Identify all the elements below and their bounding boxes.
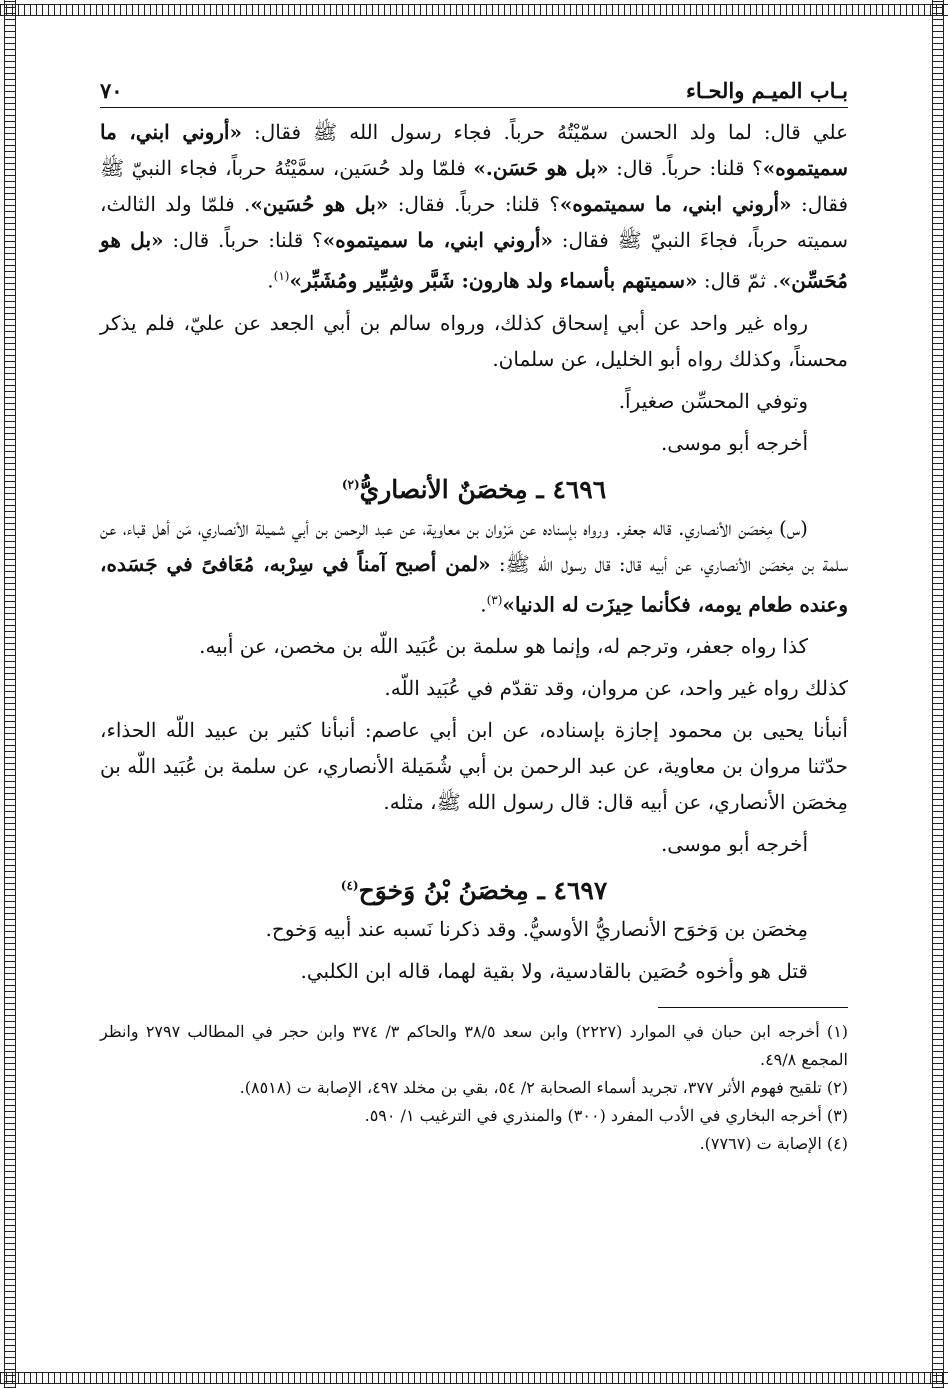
paragraph-1 [100,114,848,299]
paragraph-8: أنبأنا يحيى بن محمود إجازة بإسناده، عن ابن أبي عاصم: أنبأنا كثير بن عبيد اللّه الحذاء، حدّثنا مروان بن معاوية، عن عبد الرحمن بن أبي شُمَيلة الأنصاري، عن سلمة بن عُبَيد اللّه بن مِخصَن الأنصاري، عن أبيه قال: قال رسول الله ﷺ، مثله. [100,718,848,815]
ornamental-border-bottom [0,1372,948,1384]
paragraph-2: رواه غير واحد عن أبي إسحاق كذلك، ورواه سالم بن أبي الجعد عن عليّ، فلم يذكر محسناً، وكذلك رواه أبو الخليل، عن سلمان. [100,310,848,371]
paragraph-6: كذا رواه جعفر، وترجم له، وإنما هو سلمة بن عُبَيد اللّه بن مخصن، عن أبيه. [199,634,808,659]
paragraph-9: أخرجه أبو موسى. [660,832,808,857]
hadith-quote: «بل هو حُسَين» [250,192,389,216]
page-content [100,78,848,1158]
paragraph-4: أخرجه أبو موسى. [660,430,808,455]
hadith-quote: «لمن أصبح آمناً في سِرْبه، مُعَافىً في جَسَده، وعنده طعام يومه، فكأنما حِيزَت له الدنيا» [100,551,848,617]
ornamental-border-left [4,0,16,1388]
footnote-divider [658,1007,848,1008]
hadith-quote: «أروني ابني، ما سميتموه» [322,228,553,252]
hadith-quote: «أروني ابني، ما سميتموه» [100,120,848,180]
text-run: . [267,268,274,293]
text-run: . [480,592,487,617]
hadith-quote: «بل هو مُحَسِّن» [100,228,848,293]
text-run: فلمّا ولد حُسَين، سمَّيْتُهُ حرباً، فجاء النبيّ ﷺ فقال: [100,156,849,216]
text-run: ؟ قلنا: حرباً. قال: [608,156,763,180]
entry-title-text: ٤٦٩٦ ـ مِخصَنٌ الأنصاريُّ [359,474,607,504]
footnote-ref: (١) [273,269,290,283]
entry-title-text: ٤٦٩٧ ـ مِخصَنُ بْنُ وَخوَح [358,876,608,906]
paragraph-11: قتل هو وأخوه حُصَين بالقادسية، ولا بقية لهما، قاله ابن الكلبي. [300,959,808,984]
text-run: ؟ قلنا: حرباً. فقال: [388,192,560,216]
footnote-4: (٤) الإصابة ت (٧٧٦٧). [699,1134,848,1154]
text-run: (س) مِخصَن الأنصاري. قاله جعفر. ورواه بإسناده عن مَرْوان بن معاوية، عن عبد الرحمن بن أبي شميلة الأنصاري، مَن أهل قباء، عن سلمة بن مِخصَن الأنصاري، عن أبيه قال: قال رسول الله ﷺ: [100,515,848,576]
hadith-quote: «سميتهم بأسماء ولد هارون: شَبَّر وشِبِّير ومُشَبِّر» [289,268,698,293]
running-title: بـاب الميـم والحـاء [686,78,848,103]
footnote-3: (٣) أخرجه البخاري في الأدب المفرد (٣٠٠) والمنذري في الترغيب ١/ ٥٩٠. [364,1106,848,1126]
text-run: علي قال: لما ولد الحسن سمّيْتُهُ حرباً. فجاء رسول الله ﷺ فقال: [241,120,849,144]
entry-heading-4697 [100,876,848,905]
footnote-ref: (٤) [340,878,359,893]
footnote-1: (١) أخرجه ابن حبان في الموارد (٢٢٢٧) وابن سعد ٣٨/٥ والحاكم ٣/ ٣٧٤ وابن حجر في المطالب ٢٧٩٧ وانظر المجمع ٤٩/٨. [100,1022,849,1070]
footnote-ref: (٢) [341,477,360,492]
running-header [100,78,848,108]
hadith-quote: «بل هو حَسَن.» [473,156,609,180]
paragraph-10: مِخصَن بن وَخوَح الأنصاريُّ الأوسيُّ. وقد ذكرنا نَسبه عند أبيه وَخوح. [265,917,808,942]
footnote-2: (٢) تلقيح فهوم الأثر ٣٧٧، تجريد أسماء الصحابة ٢/ ٥٤، بقي بن مخلد ٤٩٧، الإصابة ت (٨٥١٨). [239,1078,848,1098]
text-run: . فلمّا ولد الثالث، سميته حرباً، فجاءَ النبيّ ﷺ فقال: [100,192,848,252]
hadith-quote: «أروني ابني، ما سميتموه» [559,192,792,216]
text-run: . ثمّ قال: [697,268,779,293]
text-run: ؟ قلنا: حرباً. قال: [163,228,323,252]
entry-heading-4696 [100,475,848,504]
ornamental-border-top [0,4,948,16]
footnote-ref: (٣) [486,592,503,607]
page-number: ٧٠ [100,78,123,103]
ornamental-border-right [932,0,944,1388]
paragraph-7: كذلك رواه غير واحد، عن مروان، وقد تقدّم في عُبَيد اللّه. [384,676,848,701]
paragraph-3: وتوفي المحسِّن صغيراً. [618,388,808,413]
paragraph-5 [100,510,848,623]
